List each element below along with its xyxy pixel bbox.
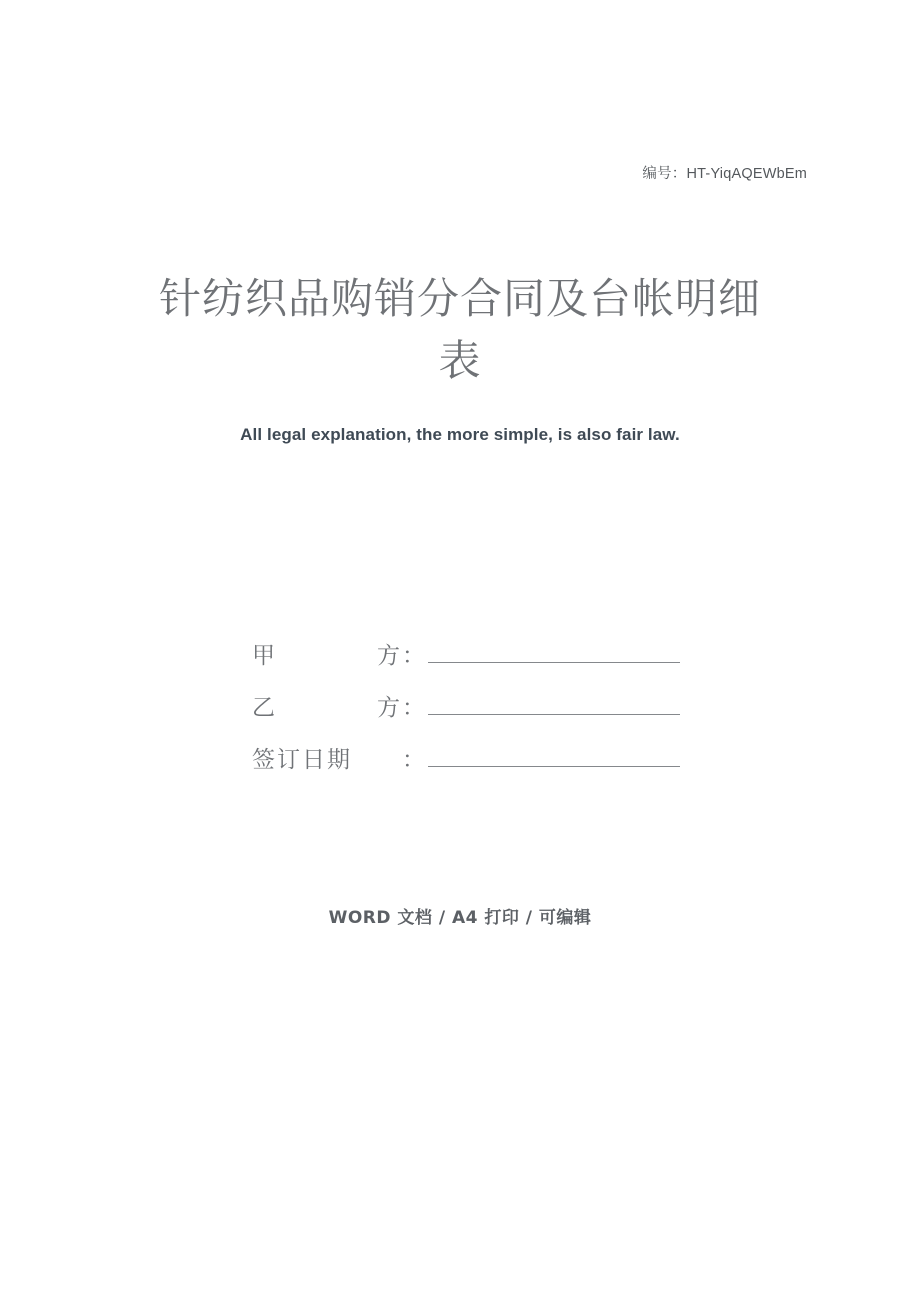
party-b-label (252, 689, 400, 722)
sign-date-row (252, 740, 682, 792)
party-b-label-char1: 乙 (252, 695, 275, 721)
sign-date-input-line[interactable] (428, 740, 680, 767)
party-a-label-char2: 方 (377, 643, 400, 669)
parties-section (252, 636, 682, 792)
party-a-label-char1: 甲 (252, 643, 275, 669)
party-row-b (252, 688, 682, 740)
party-a-input-line[interactable] (428, 636, 680, 663)
document-number: 编号：HT-YiqAQEWbEm (642, 166, 807, 182)
sign-date-colon: ： (402, 747, 426, 773)
party-b-colon: ： (402, 695, 426, 721)
party-b-label-char2: 方 (377, 695, 400, 721)
party-b-input-line[interactable] (428, 688, 680, 715)
title-block (140, 268, 780, 392)
party-a-colon: ： (402, 643, 426, 669)
footer-note: WORD 文档 / A4 打印 / 可编辑 (328, 908, 592, 928)
party-a-label (252, 637, 400, 670)
page-title: 针纺织品购销分合同及台帐明细表 (158, 274, 761, 385)
party-row-a (252, 636, 682, 688)
document-subtitle: All legal explanation, the more simple, is also fair law. (240, 425, 680, 444)
sign-date-label: 签订日期 (252, 747, 352, 773)
